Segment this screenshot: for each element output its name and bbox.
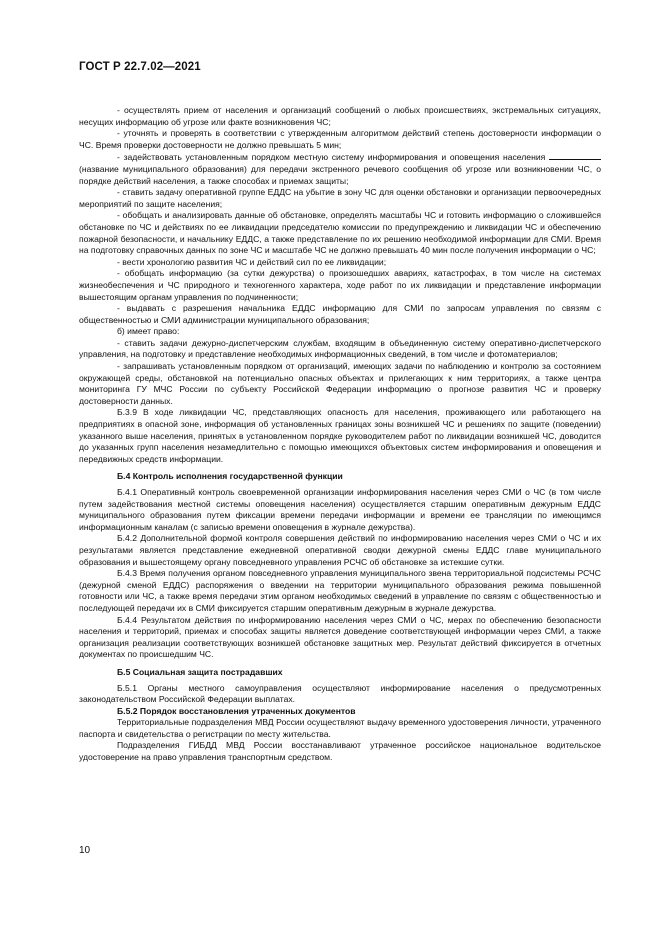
- paragraph: - вести хронологию развития ЧС и действий сил по ее ликвидации;: [117, 256, 387, 267]
- paragraph: - обобщать информацию (за сутки дежурства) о произошедших авариях, катастрофах, в том числе на системах жизнеобеспечения и ЧС природного и техногенного характера, ходе работ по их ликвидации и представление информации вышестоящим органам управления по подчиненности;: [79, 268, 601, 302]
- paragraph: - ставить задачу оперативной группе ЕДДС на убытие в зону ЧС для оценки обстановки и организации первоочередных мероприятий по защите населения;: [79, 187, 601, 209]
- section-heading: Б.4 Контроль исполнения государственной функции: [117, 471, 343, 482]
- document-body: [79, 105, 601, 764]
- paragraph: Б.4.3 Время получения органом повседневного управления муниципального звена территориальной подсистемы РСЧС (дежурной сменой ЕДДС) распоряжения о введении на территории муниципального образования режима повышенной готовности или ЧС, а также время передачи этим органом необходимых сведений в управление по связям с общественностью и последующей передачи их в СМИ фиксируется старшим оперативным дежурным в журнале дежурства.: [79, 568, 601, 613]
- fill-in-blank: [549, 151, 601, 160]
- paragraph: Территориальные подразделения МВД России осуществляют выдачу временного удостоверения личности, утраченного паспорта и свидетельства о регистрации по месту жительства.: [79, 717, 601, 739]
- document-header: ГОСТ Р 22.7.02—2021: [79, 61, 201, 73]
- subsection-heading: Б.5.2 Порядок восстановления утраченных документов: [117, 705, 356, 716]
- paragraph-text: - задействовать установленным порядком местную систему информирования и оповещения населения: [117, 152, 546, 163]
- paragraph-text: (название муниципального образования) для передачи экстренного речевого сообщения об угрозе или возникновении ЧС, о порядке действий населения, а также способах и приемах защиты;: [79, 163, 601, 186]
- paragraph: Подразделения ГИБДД МВД России восстанавливают утраченное российское национальное водительское удостоверение на право управления транспортным средством.: [79, 740, 601, 763]
- page-number: 10: [79, 845, 91, 856]
- paragraph: - уточнять и проверять в соответствии с утвержденным алгоритмом действий степень достоверности информации о ЧС. Время проверки достоверности не должно превышать 5 мин;: [79, 128, 601, 150]
- paragraph: б) имеет право:: [117, 326, 180, 337]
- paragraph: - обобщать и анализировать данные об обстановке, определять масштабы ЧС и готовить информацию о сложившейся обстановке по ЧС и действиях по ее ликвидации председателю комиссии по предупреждению и ликвидации ЧС и обеспечению пожарной безопасности, и начальнику ЕДДС, а также представление по их решению необходимой информации для СМИ. Время на подготовку справочных данных по зоне ЧС и масштабе ЧС не должно превышать 40 мин после получения информации о ЧС;: [79, 210, 601, 256]
- paragraph: Б.4.4 Результатом действия по информированию населения через СМИ о ЧС, мерах по обеспечению безопасности населения и территорий, приемах и способах защиты является доведение соответствующей информации через СМИ, а также организация реализации соответствующих возникшей обстановке защитных мер. Результат действий фиксируется в отчетных документах по происшедшим ЧС.: [79, 614, 601, 660]
- paragraph: - выдавать с разрешения начальника ЕДДС информацию для СМИ по запросам управления по связям с общественностью и СМИ администрации муниципального образования;: [79, 303, 601, 325]
- section-heading: Б.5 Социальная защита пострадавших: [117, 666, 283, 677]
- paragraph: [79, 151, 601, 187]
- paragraph: Б.4.1 Оперативный контроль своевременной организации информирования населения через СМИ о ЧС (в том числе путем задействования местной системы оповещения населения) осуществляется старшим оперативным дежурным ЕДДС муниципального образования путем фиксации времени передачи информации и времени ее трансляции по имеющимся информационным каналам (с записью времени оповещения в журнале дежурства).: [79, 487, 601, 532]
- paragraph: Б.4.2 Дополнительной формой контроля совершения действий по информированию населения через СМИ о ЧС и их результатами является представление ежедневной оперативной сводки дежурной смены ЕДДС главе муниципального образования и вышестоящему органу повседневного управления РСЧС об обстановке за истекшие сутки.: [79, 533, 601, 567]
- paragraph: Б.3.9 В ходе ликвидации ЧС, представляющих опасность для населения, проживающего или работающего на предприятиях в опасной зоне, информация об установленных границах зоны возникшей ЧС и решениях по защите (поведении) указанного выше населения, принятых в установленном порядке руководителем работ по ликвидации возникшей ЧС, доводится до указанных групп населения незамедлительно с помощью имеющихся объектовых систем информирования и оповещения и передвижных средств информации.: [79, 407, 601, 464]
- paragraph: Б.5.1 Органы местного самоуправления осуществляют информирование населения о предусмотренных законодательством Российской Федерации выплатах.: [79, 682, 601, 705]
- paragraph: - ставить задачи дежурно-диспетчерским службам, входящим в объединенную систему оперативно-диспетчерского управления, на подготовку и представление необходимых информационных сведений, в том числе и фотоматериалов;: [79, 337, 601, 360]
- paragraph: - осуществлять прием от населения и организаций сообщений о любых происшествиях, экстремальных ситуациях, несущих информацию об угрозе или факте возникновения ЧС;: [79, 105, 601, 127]
- paragraph: - запрашивать установленным порядком от организаций, имеющих задачи по наблюдению и контролю за состоянием окружающей среды, обстановкой на потенциально опасных объектах и прилегающих к ним территориях, а также центра мониторинга ГУ МЧС России по субъекту Российской Федерации информацию о прогнозе развития ЧС и проверку достоверности данных.: [79, 361, 601, 406]
